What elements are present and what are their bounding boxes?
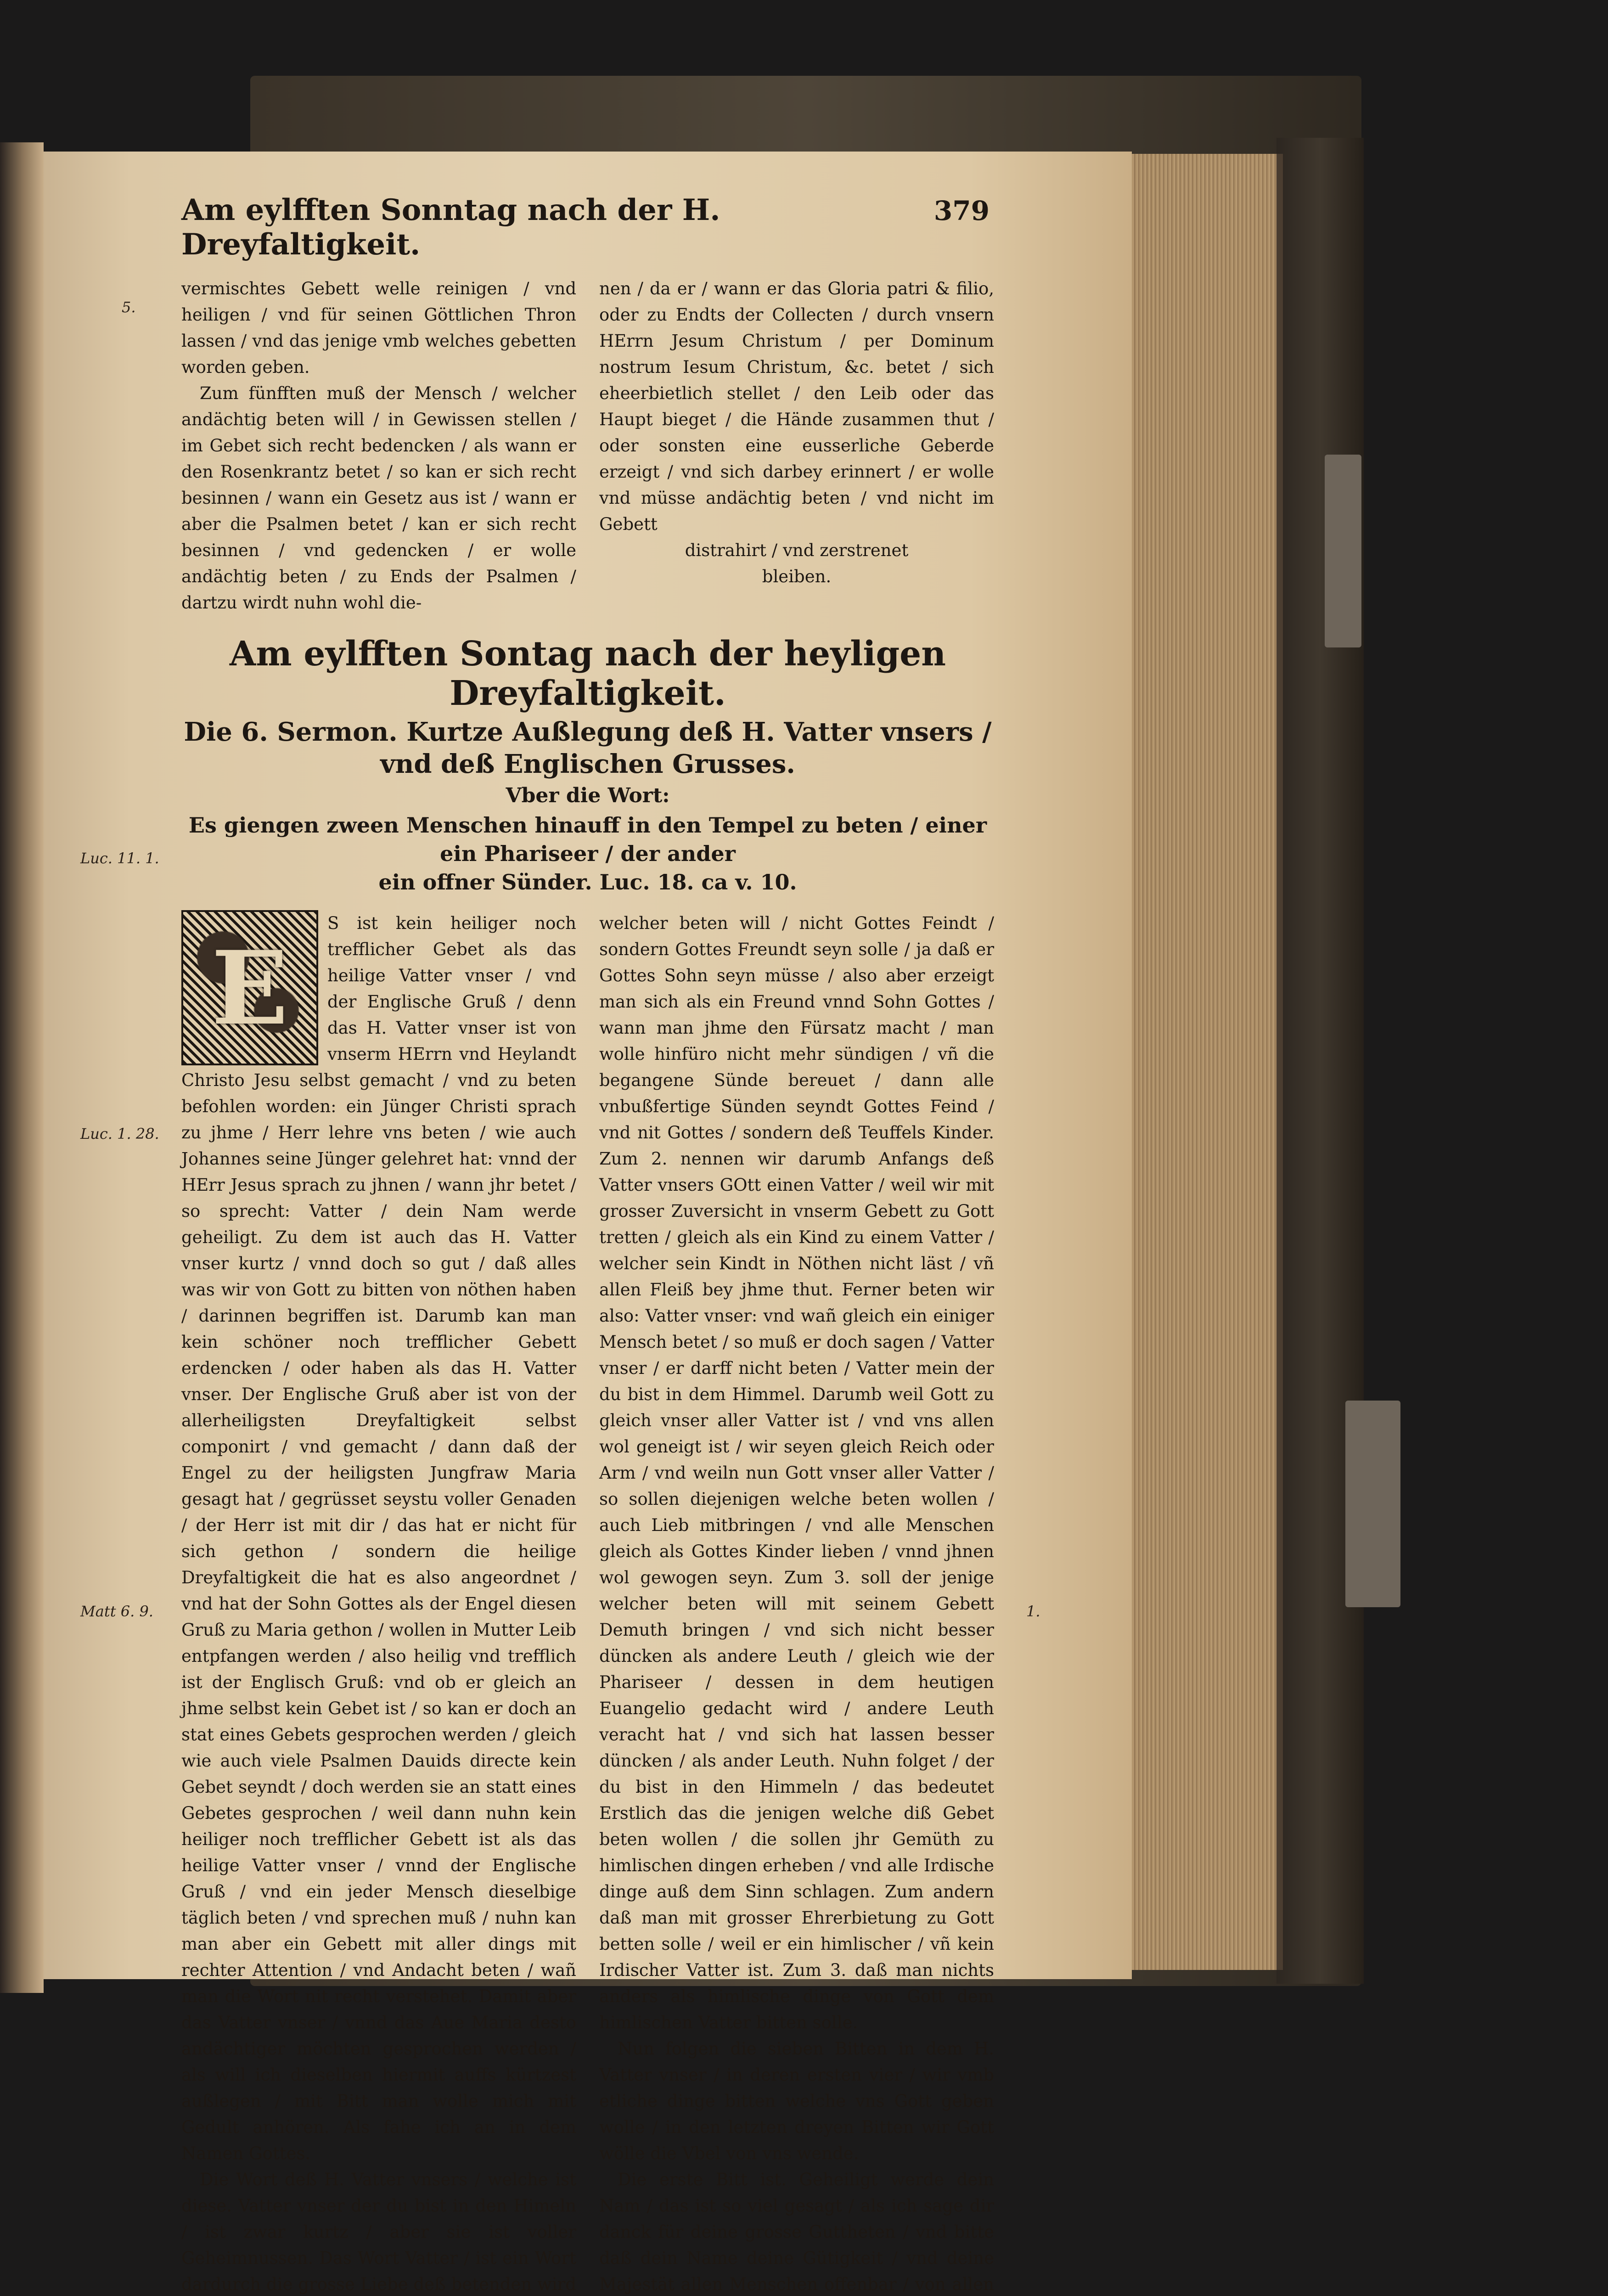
sermon-subtitle: Die 6. Sermon. Kurtze Außlegung deß H. Vatter vnsers / [184, 717, 992, 747]
margin-note: Luc. 1. 28. [80, 1125, 159, 1142]
sermon-title: Am eylfften Sontag nach der heyligen Dreyfaltigkeit. [229, 634, 946, 713]
facing-page-edge [0, 142, 44, 1993]
body-right-column [599, 910, 994, 2296]
paragraph: Die erste Bitt ist. Geheiligt werde dein Nam / das ist so viel gesagt / als ich sage dir danck für deine grosse Guttheten / vnd bitte daß dein Name deine Gütigkeit / vnd deine Majestät allen Menschen offenbar / von allen [599, 2170, 994, 2294]
book-cover-edge [1276, 138, 1364, 1984]
over-words-heading: Vber die Wort: [506, 784, 670, 807]
paragraph: S ist kein heiliger noch trefflicher Gebet als das heilige Vatter vnser / vnd der Englische Gruß / denn das H. Vatter vnser ist von vnserm HErrn vnd Heylandt Christo Jesu selbst gemacht / vnd zu beten befohlen worden: ein Jünger Christi sprach zu jhme / Herr lehre vns beten / wie auch Johannes seine Jünger gelehret hat: vnnd der HErr Jesus sprach zu jhnen / wann jhr betet / so sprecht: Vatter / dein Nam werde geheiligt. Zu dem ist auch das H. Vatter vnser kurtz / vnnd doch so gut / daß alles was wir von Gott zu bitten von nöthen haben / darinnen begriffen ist. Darumb kan man kein schöner noch trefflicher Gebett erdencken / oder haben als das H. Vatter vnser. Der Englische Gruß aber ist von der allerheiligsten Dreyfaltigkeit selbst componirt / vnd gemacht / dann daß der Engel zu der heiligsten Jungfraw Maria gesagt hat / gegrüsset seystu voller Genaden / der Herr ist mit dir / das hat er nicht für sich gethon / sondern die heilige Dreyfaltigkeit die hat es also angeordnet / vnd hat der Sohn Gottes als der Engel diesen Gruß zu Maria gethon / wollen in Mutter Leib entpfangen werden / also heilig vnd trefflich ist der Englisch Gruß: vnd ob er gleich an jhme selbst kein Gebet ist / so kan er doch an stat eines Gebets gesprochen werden / gleich wie auch viele Psalmen Dauids directe kein Gebet seyndt / doch werden sie an statt eines Gebetes gesprochen / weil dann nuhn kein heiliger noch trefflicher Gebett ist als das heilige Vatter vnser / vnnd der Englische Gruß / vnd ein jeder Mensch dieselbige täglich beten / vnd sprechen muß / nuhn kan man aber ein Gebett mit aller dings mit rechter Attention / vnd Andacht beten / wañ man die Wort nit recht verstehet. Damit aber das Vatter vnser / vnnd das Aue Maria desto andächtiger möchten gesprochen werden / als will ich dieselben hiermit auffs kürtzest außlegen / mit Bitt man wolle mich mit Gedult anhören. Als fahe ich an in dem Namen Gottes. [181, 913, 576, 2163]
top-columns [181, 276, 994, 616]
top-right-column [599, 276, 994, 616]
running-head [181, 193, 994, 262]
paragraph: Zum fünfften muß der Mensch / welcher andächtig beten will / in Gewissen stellen / im Gebet sich recht bedencken / als wann er den Rosenkrantz betet / so kan er sich recht besinnen / wann ein Gesetz aus ist / wann er aber die Psalmen betet / kan er sich recht besinnen / vnd gedencken / er wolle andächtig beten / zu Ends der Psalmen / dartzu wirdt nuhn wohl die- [181, 383, 576, 613]
page-tab [1345, 1401, 1400, 1607]
body-left-column [181, 910, 576, 2296]
margin-note: Luc. 11. 1. [80, 850, 159, 867]
scripture-line: Es giengen zween Menschen hinauff in den Tempel zu beten / einer ein Phariseer / der ander [188, 813, 987, 866]
margin-note: 5. [122, 298, 136, 316]
page-number: 379 [933, 195, 990, 226]
body-columns [181, 910, 994, 2296]
page-block-edge [1111, 154, 1283, 1970]
page-text-block [181, 193, 994, 2296]
paragraph: welcher beten will / nicht Gottes Feindt / sondern Gottes Freundt seyn solle / ja daß er Gottes Sohn seyn müsse / also aber erzeigt man sich als ein Freund vnnd Sohn Gottes / wann man jhme den Fürsatz macht / man wolle hinfüro nicht mehr sündigen / vñ die begangene Sünde bereuet / dann alle vnbußfertige Sünden seyndt Gottes Feind / vnd nit Gottes / sondern deß Teuffels Kinder. Zum 2. nennen wir darumb Anfangs deß Vatter vnsers GOtt einen Vatter / weil wir mit grosser Zuversicht in vnserm Gebett zu Gott tretten / gleich als ein Kind zu einem Vatter / welcher sein Kindt in Nöthen nicht läst / vñ allen Fleiß bey jhme thut. Ferner beten wir also: Vatter vnser: vnd wañ gleich ein einiger Mensch betet / so muß er doch sagen / Vatter vnser / er darff nicht beten / Vatter mein der du bist in dem Himmel. Darumb weil Gott zu gleich vnser aller Vatter ist / vnd vns allen wol geneigt ist / wir seyen gleich Reich oder Arm / vnd weiln nun Gott vnser aller Vatter / so sollen diejenigen welche beten wollen / auch Lieb mitbringen / vnd alle Menschen gleich als Gottes Kinder lieben / vnnd jhnen wol gewogen seyn. Zum 3. soll der jenige welcher beten will mit seinem Gebett Demuth bringen / vnd sich nicht besser düncken als andere Leuth / gleich wie der Phariseer / dessen in dem heutigen Euangelio gedacht wird / andere Leuth veracht hat / vnd sich hat lassen besser düncken / als ander Leuth. Nuhn folget / der du bist in den Himmeln / das bedeutet Erstlich das die jenigen welche diß Gebet beten wollen / die sollen jhr Gemüth zu himlischen dingen erheben / vnd alle Irdische dinge auß dem Sinn schlagen. Zum andern daß man mit grosser Ehrerbietung zu Gott betten solle / weil er ein himlischer / vñ kein Irdischer Vatter ist. Zum 3. daß man nichts anders als himlische dinge von Gott dem himlischen Vatter bitten solle. [599, 913, 994, 2032]
margin-note: 1. [1026, 1603, 1040, 1620]
paragraph: Nun folgen die sieben Bitten in dem H. Vatter vnser / in deren ersten vier / wir vmb etliche dinge bitten welche vns Gott geben wolle / in den letzten dreyen Bitten wir Gott wölle die Vbel von vns wende. [599, 2039, 994, 2163]
paragraph: distrahirt / vnd zerstrenet [685, 540, 909, 560]
paragraph: bleiben. [762, 567, 832, 586]
running-head-title: Am eylfften Sonntag nach der H. Dreyfaltigkeit. [181, 193, 720, 262]
sermon-subtitle-2: vnd deß Englischen Grusses. [380, 749, 795, 779]
page-tab [1325, 455, 1361, 647]
decorated-initial [181, 910, 318, 1065]
initial-letter: E [211, 928, 288, 1047]
scripture-text [181, 811, 994, 896]
margin-note: Matt 6. 9. [80, 1603, 153, 1620]
paragraph: nen / da er / wann er das Gloria patri & filio, oder zu Endts der Collecten / durch vnsern HErrn Jesum Christum / per Dominum nostrum Iesum Christum, &c. betet / sich eheerbietlich stellet / den Leib oder das Haupt bieget / die Hände zusammen thut / oder sonsten eine eusserliche Geberde erzeigt / vnd sich darbey erinnert / er wolle vnd müsse andächtig beten / vnd nicht im Gebett [599, 279, 994, 534]
top-left-column [181, 276, 576, 616]
scripture-line: ein offner Sünder. Luc. 18. ca v. 10. [378, 870, 797, 895]
book-page [44, 152, 1132, 2294]
paragraph: vermischtes Gebett welle reinigen / vnd heiligen / vnd für seinen Göttlichen Thron lassen / vnd das jenige vmb welches gebetten worden geben. [181, 279, 576, 377]
paragraph: Die Wort deß H. Vatter vnsers / welche ist diese. Vatter vnser der du bist in den Himeln / ist zwar kurtz / aber sie ist voller Geheimnussen. Das Wort Vatter / ist ein Wort dardurch die grosse Liebe deß betenden wird [181, 2170, 576, 2294]
